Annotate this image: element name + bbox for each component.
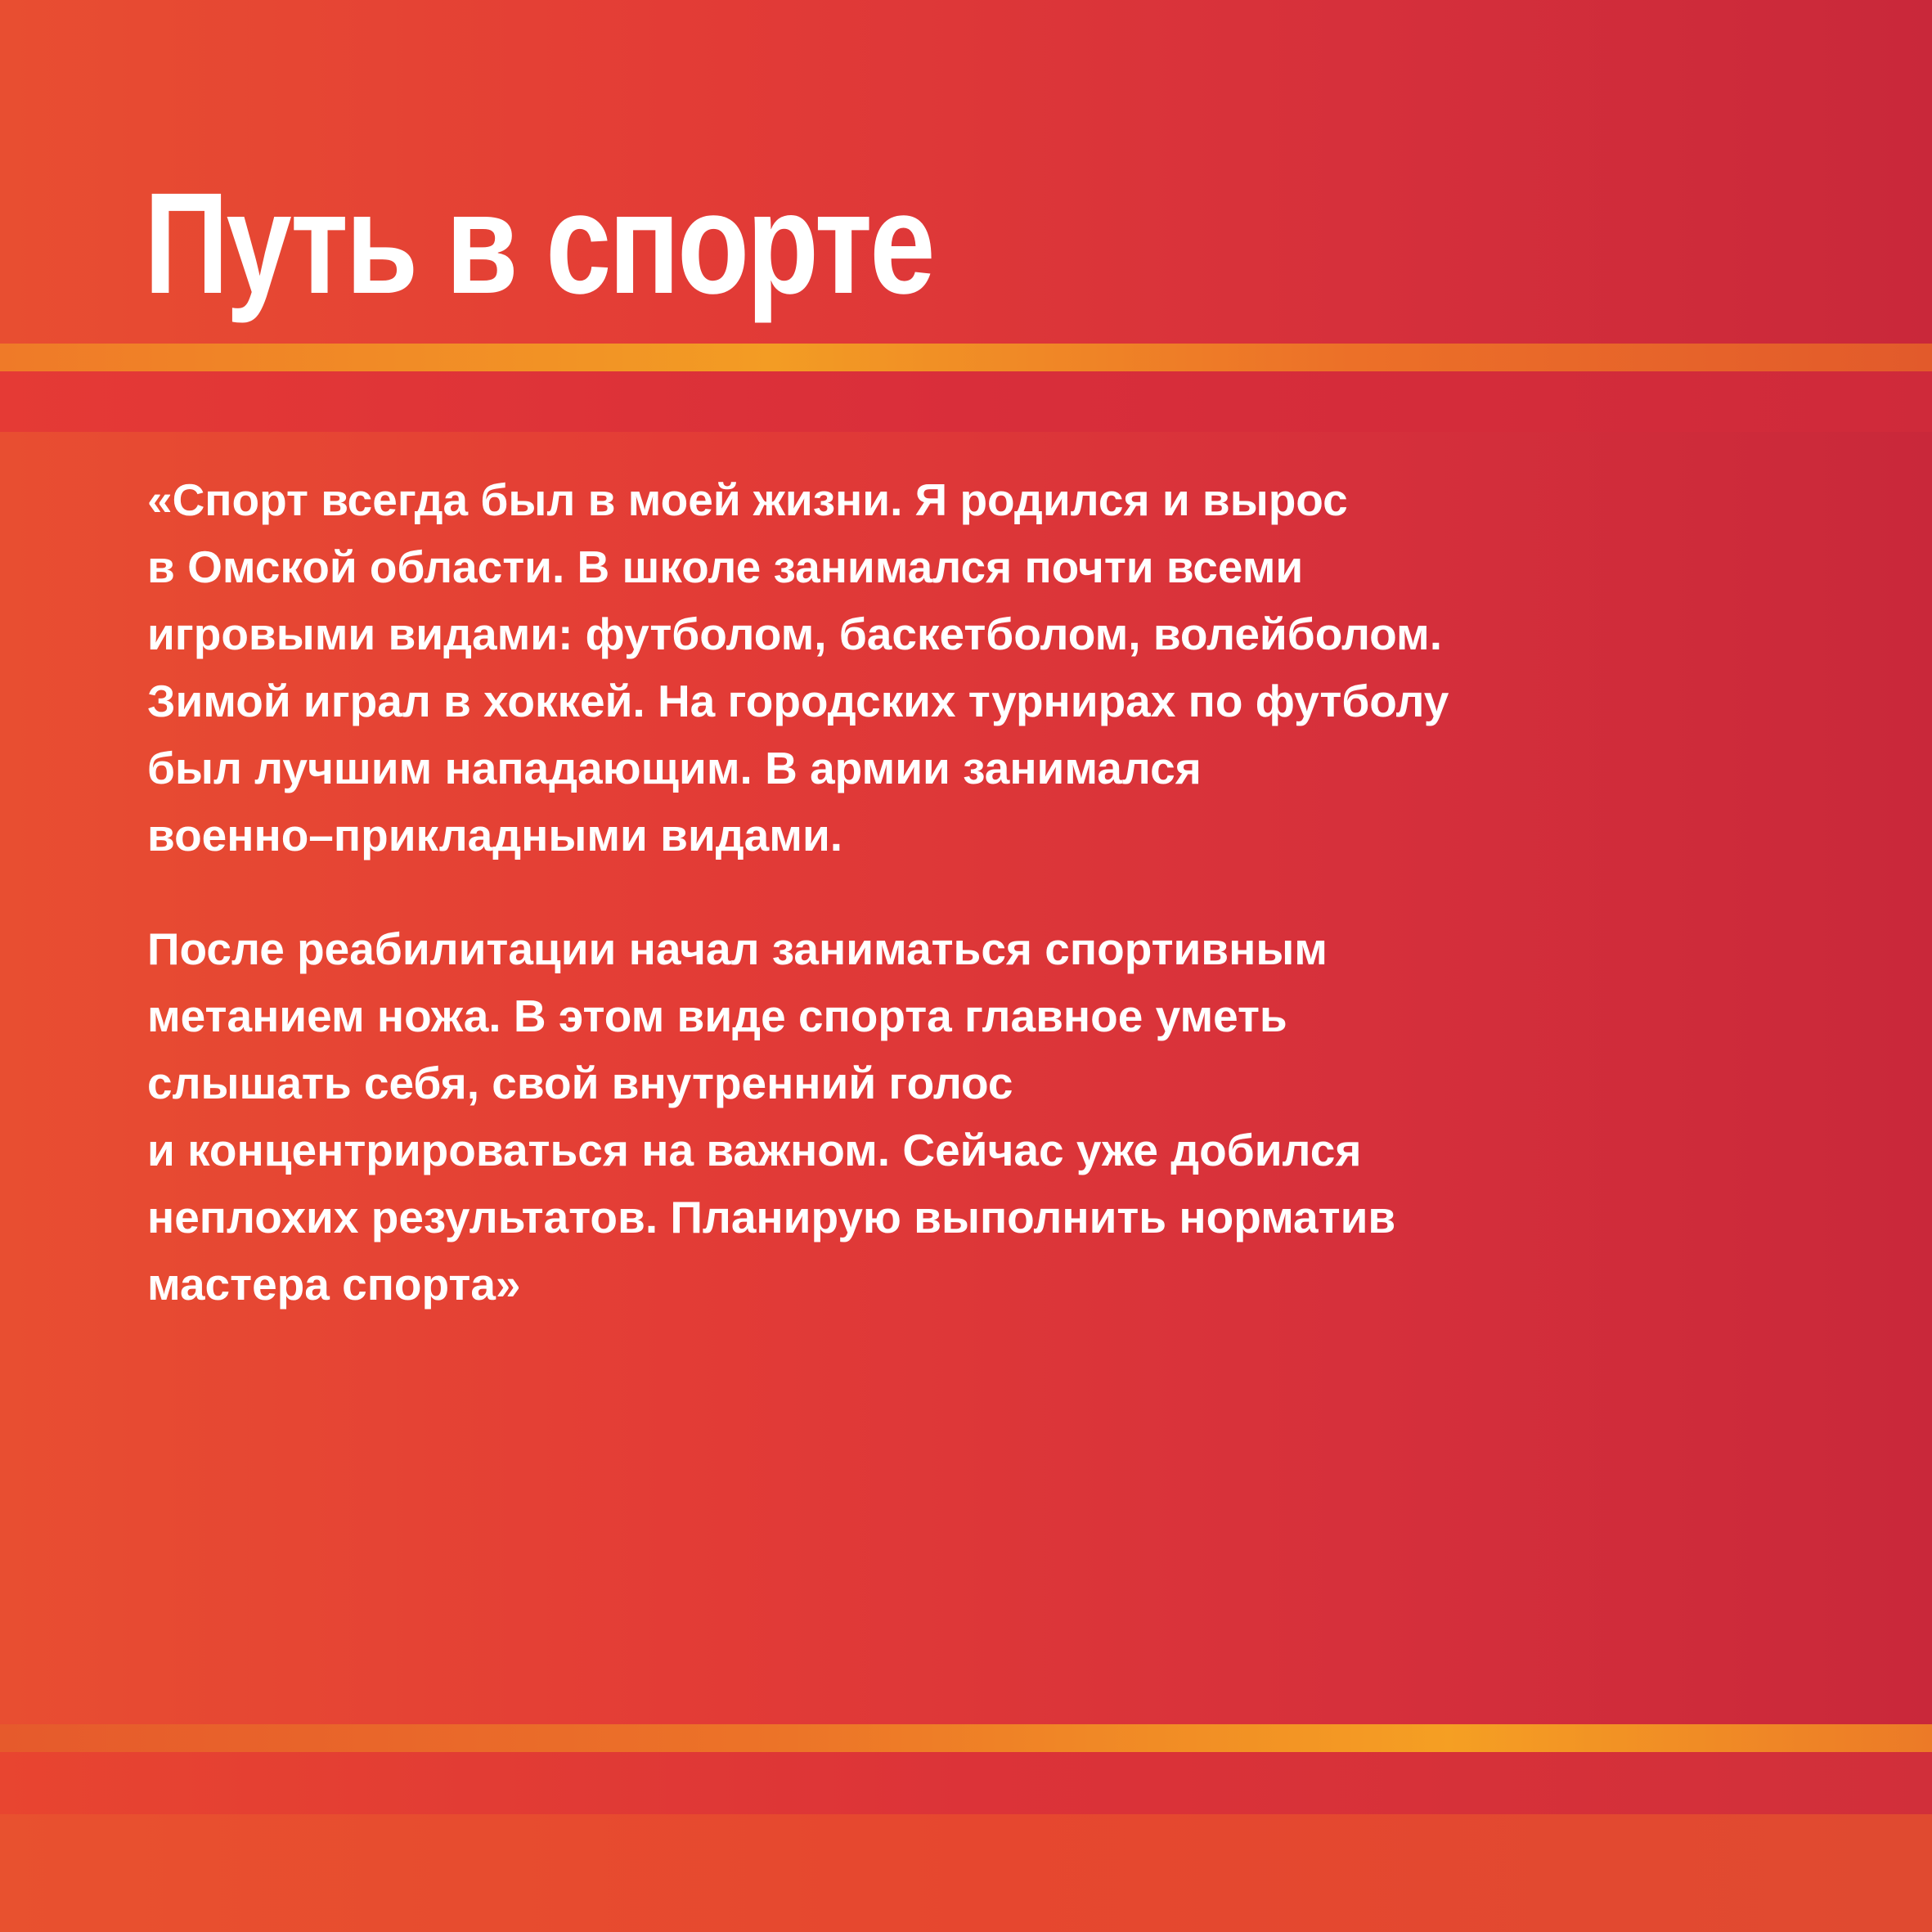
text-line: слышать себя, свой внутренний голос [147, 1058, 1013, 1108]
text-line: в Омской области. В школе занимался почти всеми [147, 541, 1304, 592]
quote-paragraph-1 [147, 466, 1449, 869]
quote-paragraph-2 [147, 915, 1395, 1318]
bottom-red-stripe [0, 1752, 1932, 1814]
text-line: мастера спорта» [147, 1259, 521, 1310]
text-line: неплохих результатов. Планирую выполнить норматив [147, 1192, 1396, 1242]
top-gold-stripe [0, 344, 1932, 371]
text-line: и концентрироваться на важном. Сейчас уже добился [147, 1125, 1362, 1175]
top-red-stripe [0, 371, 1932, 432]
bottom-orange-band [0, 1814, 1932, 1932]
page-title: Путь в спорте [144, 164, 933, 324]
text-line: военно–прикладными видами. [147, 810, 843, 860]
text-line: игровыми видами: футболом, баскетболом, волейболом. [147, 609, 1442, 659]
text-line: был лучшим нападающим. В армии занимался [147, 743, 1202, 793]
text-line: метанием ножа. В этом виде спорта главное уметь [147, 991, 1287, 1041]
text-line: «Спорт всегда был в моей жизни. Я родился и вырос [147, 474, 1348, 525]
bottom-gold-stripe [0, 1724, 1932, 1752]
text-line: Зимой играл в хоккей. На городских турнирах по футболу [147, 676, 1449, 726]
text-line: После реабилитации начал заниматься спортивным [147, 923, 1328, 974]
